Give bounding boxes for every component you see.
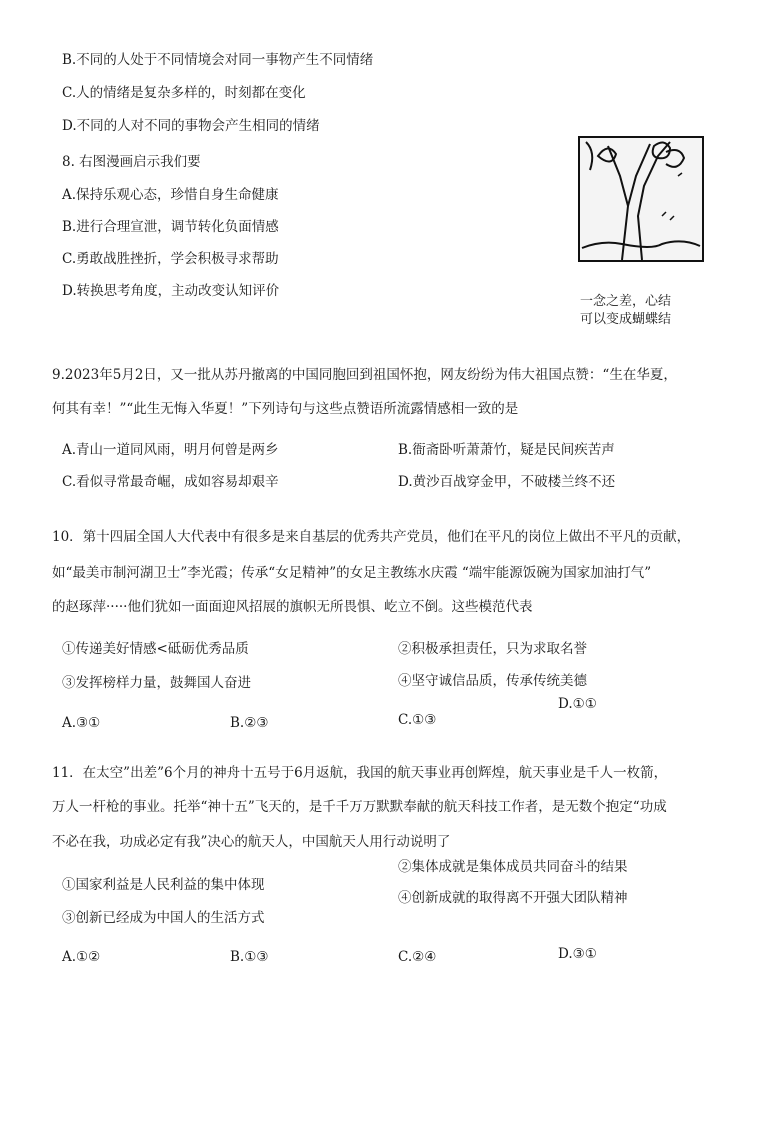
q10-option-c: C.①③ [398, 712, 437, 728]
q11-item-3: ③创新已经成为中国人的生活方式 [62, 910, 265, 926]
cartoon-tree-illustration [578, 136, 704, 262]
q10-item-3: ③发挥榜样力量，鼓舞国人奋进 [62, 675, 251, 691]
q10-option-b: B.②③ [230, 715, 269, 731]
q11-option-d: D.③① [558, 946, 597, 962]
q9-option-c: C.看似寻常最奇崛，成如容易却艰辛 [62, 474, 279, 490]
q10-option-d: D.①① [558, 696, 597, 712]
q11-option-b: B.①③ [230, 949, 269, 965]
q11-option-a: A.①② [62, 949, 101, 965]
q10-option-a: A.③① [62, 715, 101, 731]
q11-item-2: ②集体成就是集体成员共同奋斗的结果 [398, 859, 628, 875]
q7-option-c: C.人的情绪是复杂多样的，时刻都在变化 [62, 85, 306, 101]
q9-stem-line1: 9.2023年5月2日，又一批从苏丹撤离的中国同胞回到祖国怀抱，网友纷纷为伟大祖国点赞：“生在华夏， [52, 367, 677, 383]
q10-stem-line1: 10．第十四届全国人大代表中有很多是来自基层的优秀共产党员，他们在平凡的岗位上做出不平凡的贡献， [52, 529, 691, 545]
q11-item-1: ①国家利益是人民利益的集中体现 [62, 877, 265, 893]
q11-stem-line3: 不必在我，功成必定有我”决心的航天人，中国航天人用行动说明了 [52, 834, 451, 850]
q10-item-2: ②积极承担责任，只为求取名誉 [398, 641, 587, 657]
q8-option-a: A.保持乐观心态，珍惜自身生命健康 [62, 187, 279, 203]
q10-stem-line2: 如“最美市制河湖卫士”李光霞；传承“女足精神”的女足主教练水庆霞 “端牢能源饭碗为国家加油打气” [52, 565, 652, 581]
q10-item-1: ①传递美好情感<砥砺优秀品质 [62, 641, 249, 657]
q8-option-d: D.转换思考角度，主动改变认知评价 [62, 283, 280, 299]
q10-item-4: ④坚守诚信品质，传承传统美德 [398, 673, 587, 689]
q7-option-b: B.不同的人处于不同情境会对同一事物产生不同情绪 [62, 52, 374, 68]
q11-stem-line1: 11．在太空”出差”6个月的神舟十五号于6月返航，我国的航天事业再创辉煌，航天事业是千人一枚箭， [52, 765, 668, 781]
q11-option-c: C.②④ [398, 949, 437, 965]
q10-stem-line3: 的赵琢萍·····他们犹如一面面迎风招展的旗帜无所畏惧、屹立不倒。这些模范代表 [52, 599, 533, 615]
q11-stem-line2: 万人一杆枪的事业。托举“神十五”飞天的，是千千万万默默奉献的航天科技工作者，是无数个抱定“功成 [52, 799, 667, 815]
q7-option-d: D.不同的人对不同的事物会产生相同的情绪 [62, 118, 320, 134]
q9-option-d: D.黄沙百战穿金甲，不破楼兰终不还 [398, 474, 616, 490]
q11-item-4: ④创新成就的取得离不开强大团队精神 [398, 890, 628, 906]
q8-stem: 8. 右图漫画启示我们要 [62, 154, 201, 170]
cartoon-caption-line2: 可以变成蝴蝶结 [580, 312, 672, 327]
q8-option-c: C.勇敢战胜挫折，学会积极寻求帮助 [62, 251, 279, 267]
q9-option-b: B.衙斋卧听萧萧竹，疑是民间疾苦声 [398, 442, 615, 458]
cartoon-caption-line1: 一念之差，心结 [580, 294, 672, 309]
q9-stem-line2: 何其有幸！”“此生无悔入华夏！”下列诗句与这些点赞语所流露情感相一致的是 [52, 401, 519, 417]
q8-option-b: B.进行合理宣泄，调节转化负面情感 [62, 219, 279, 235]
q9-option-a: A.青山一道同风雨，明月何曾是两乡 [62, 442, 279, 458]
